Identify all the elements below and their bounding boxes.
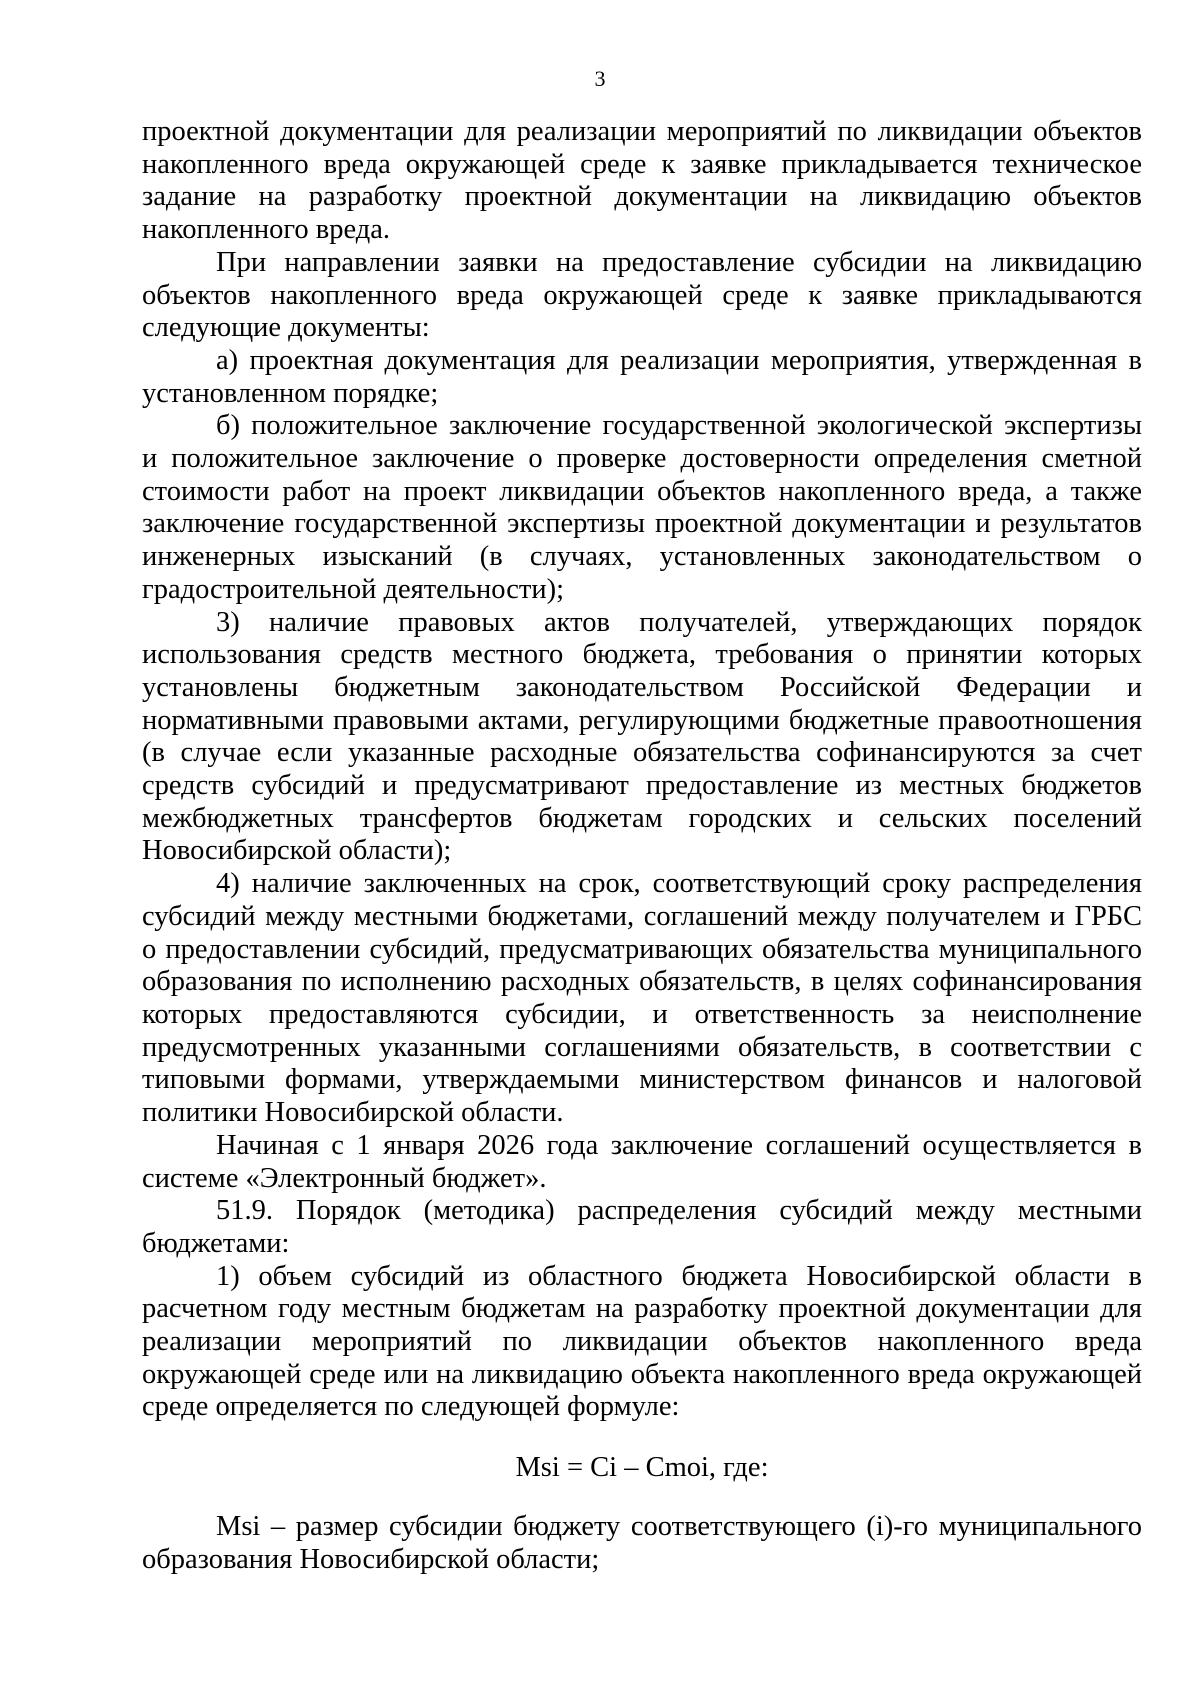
section-51-9-heading: 51.9. Порядок (методика) распределения субсидий между местными бюджетами:	[142, 1195, 1142, 1259]
list-item-1: 1) объем субсидий из областного бюджета Новосибирской области в расчетном году местным бюджетам на разработку проектной документации для реализации мероприятий по ликвидации объектов накопленного вреда окружающей среде или на ликвидацию объекта накопленного вреда окружающей среде определяется по следующей формуле:	[142, 1260, 1142, 1423]
page-number: 3	[594, 66, 606, 91]
list-item-a: а) проектная документация для реализации мероприятия, утвержденная в установленном порядке;	[142, 344, 1142, 409]
list-item-b: б) положительное заключение государственной экологической экспертизы и положительное заключение о проверке достоверности определения сметной стоимости работ на проект ликвидации объектов накопленного вреда, а также заключение государственной экспертизы проектной документации и результатов инженерных изысканий (в случаях, установленных законодательством о градостроительной деятельности);	[142, 410, 1142, 605]
formula-definition: Msi – размер субсидии бюджету соответствующего (i)-го муниципального образования Новосибирской области;	[142, 1510, 1142, 1575]
paragraph-application-documents: При направлении заявки на предоставление субсидии на ликвидацию объектов накопленного вреда окружающей среде к заявке прикладываются следующие документы:	[142, 246, 1142, 344]
list-item-4: 4) наличие заключенных на срок, соответствующий сроку распределения субсидий между местными бюджетами, соглашений между получателем и ГРБС о предоставлении субсидий, предусматривающих обязательства муниципального образования по исполнению расходных обязательств, в целях софинансирования которых предоставляются субсидии, и ответственность за неисполнение предусмотренных указанными соглашениями обязательств, в соответствии с типовыми формами, утверждаемыми министерством финансов и налоговой политики Новосибирской области.	[142, 868, 1142, 1129]
paragraph-continuation: проектной документации для реализации мероприятий по ликвидации объектов накопленного вреда окружающей среде к заявке прикладывается техническое задание на разработку проектной документации на ликвидацию объектов накопленного вреда.	[142, 116, 1142, 246]
list-item-3: 3) наличие правовых актов получателей, утверждающих порядок использования средств местного бюджета, требования о принятии которых установлены бюджетным законодательством Российской Федерации и нормативными правовыми актами, регулирующими бюджетные правоотношения (в случае если указанные расходные обязательства софинансируются за счет средств субсидий и предусматривают предоставление из местных бюджетов межбюджетных трансфертов бюджетам городских и сельских поселений Новосибирской области);	[142, 606, 1142, 867]
document-body	[142, 116, 1142, 1576]
formula: Msi = Ci – Cmoi, где:	[515, 1452, 769, 1484]
paragraph-electronic-budget: Начиная с 1 января 2026 года заключение соглашений осуществляется в системе «Электронный бюджет».	[142, 1129, 1142, 1194]
